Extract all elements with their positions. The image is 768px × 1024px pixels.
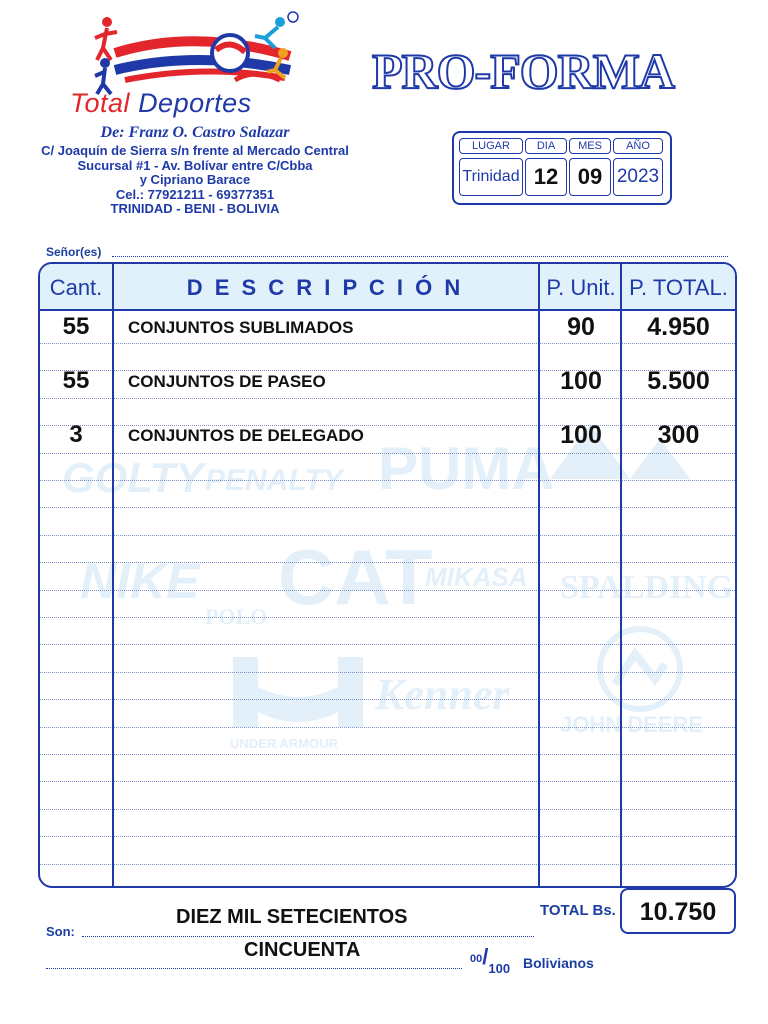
address-line: C/ Joaquín de Sierra s/n frente al Mercado Central — [41, 143, 349, 158]
column-divider — [538, 264, 540, 886]
brand-name-part2: Deportes — [138, 88, 252, 118]
amount-words-label: Son: — [46, 924, 75, 939]
watermark-logo: SPALDING — [560, 569, 734, 606]
ruled-line — [40, 562, 735, 563]
row-qty: 55 — [62, 313, 90, 340]
watermark-emblem — [228, 652, 368, 732]
table-row — [40, 313, 735, 353]
ruled-line — [40, 535, 735, 536]
watermark-logo: PENALTY — [205, 464, 343, 497]
ruled-line — [40, 617, 735, 618]
lugar-header: LUGAR — [459, 138, 523, 154]
mes-value: 09 — [569, 158, 611, 196]
ruled-line — [40, 644, 735, 645]
watermark-logo: GOLTY — [62, 454, 204, 501]
amount-words-line — [82, 936, 534, 937]
amount-in-words-line2: CINCUENTA — [244, 939, 361, 961]
table-row — [40, 421, 735, 461]
brand-name — [70, 88, 252, 119]
ruled-line — [40, 727, 735, 728]
customer-field — [112, 256, 728, 257]
currency-label: Bolivianos — [523, 955, 594, 971]
watermark-logo: POLO — [205, 604, 268, 629]
amount-words-line — [46, 968, 462, 969]
cents-denominator: 100 — [488, 961, 511, 976]
ruled-line — [40, 754, 735, 755]
row-qty: 55 — [62, 367, 90, 394]
col-header-total-price: P. TOTAL. — [629, 275, 728, 300]
row-description: CONJUNTOS DE DELEGADO — [128, 426, 364, 445]
amount-in-words-line1: DIEZ MIL SETECIENTOS — [176, 906, 408, 928]
ruled-line — [40, 672, 735, 673]
watermark-emblem — [595, 624, 685, 714]
address-line: Cel.: 77921211 - 69377351 — [115, 186, 275, 202]
row-total-price: 4.950 — [647, 313, 710, 341]
lugar-value: Trinidad — [459, 158, 523, 196]
watermark-logo: UNDER ARMOUR — [230, 736, 338, 751]
row-description: CONJUNTOS DE PASEO — [128, 372, 326, 391]
cents-numerator: 00 — [470, 953, 483, 965]
ruled-line — [40, 480, 735, 481]
col-header-unit-price: P. Unit. — [546, 275, 616, 300]
table-header — [40, 264, 735, 311]
customer-label: Señor(es) — [46, 245, 102, 259]
watermark-logo: PUMA — [378, 435, 555, 502]
row-total-price: 5.500 — [647, 367, 710, 395]
document-title: PRO-FORMA — [372, 43, 675, 99]
column-divider — [112, 264, 114, 886]
address-line: Sucursal #1 - Av. Bolívar entre C/Cbba — [77, 157, 313, 173]
row-description: CONJUNTOS SUBLIMADOS — [128, 318, 354, 337]
cents-fraction: 00/100 — [470, 944, 511, 976]
items-table — [38, 262, 737, 888]
watermark-logo: NIKE — [80, 553, 200, 609]
ruled-line — [40, 809, 735, 810]
anio-header: AÑO — [613, 138, 663, 154]
col-header-description: D E S C R I P C I Ó N — [186, 275, 464, 300]
sports-logo-art — [85, 8, 310, 96]
ruled-line — [40, 699, 735, 700]
row-unit-price: 100 — [560, 367, 602, 395]
ruled-line — [40, 781, 735, 782]
business-address — [20, 144, 370, 217]
address-line: y Cipriano Barace — [139, 172, 251, 187]
table-row — [40, 367, 735, 407]
row-unit-price: 90 — [567, 313, 595, 341]
total-label: TOTAL Bs. — [540, 902, 616, 919]
col-header-qty: Cant. — [49, 275, 103, 300]
row-total-price: 300 — [657, 421, 700, 449]
row-unit-price: 100 — [560, 421, 602, 449]
owner-name: De: Franz O. Castro Salazar — [100, 124, 290, 141]
anio-value: 2023 — [613, 158, 663, 196]
dia-value: 12 — [525, 158, 567, 196]
ruled-line — [40, 507, 735, 508]
ruled-line — [40, 836, 735, 837]
watermark-logo: Kenner — [375, 670, 510, 719]
total-value: 10.750 — [620, 888, 736, 934]
ruled-line — [40, 864, 735, 865]
address-line: TRINIDAD - BENI - BOLIVIA — [110, 201, 280, 216]
mes-header: MES — [569, 138, 611, 154]
column-divider — [620, 264, 622, 886]
dia-header: DIA — [525, 138, 567, 154]
date-box — [452, 131, 672, 205]
brand-name-part1: Total — [70, 88, 131, 118]
watermark-logo: MIKASA — [425, 562, 528, 592]
ruled-line — [40, 590, 735, 591]
watermark-logo: JOHN DEERE — [560, 712, 704, 737]
row-qty: 3 — [69, 421, 83, 448]
watermark-logo: CAT — [278, 533, 433, 621]
